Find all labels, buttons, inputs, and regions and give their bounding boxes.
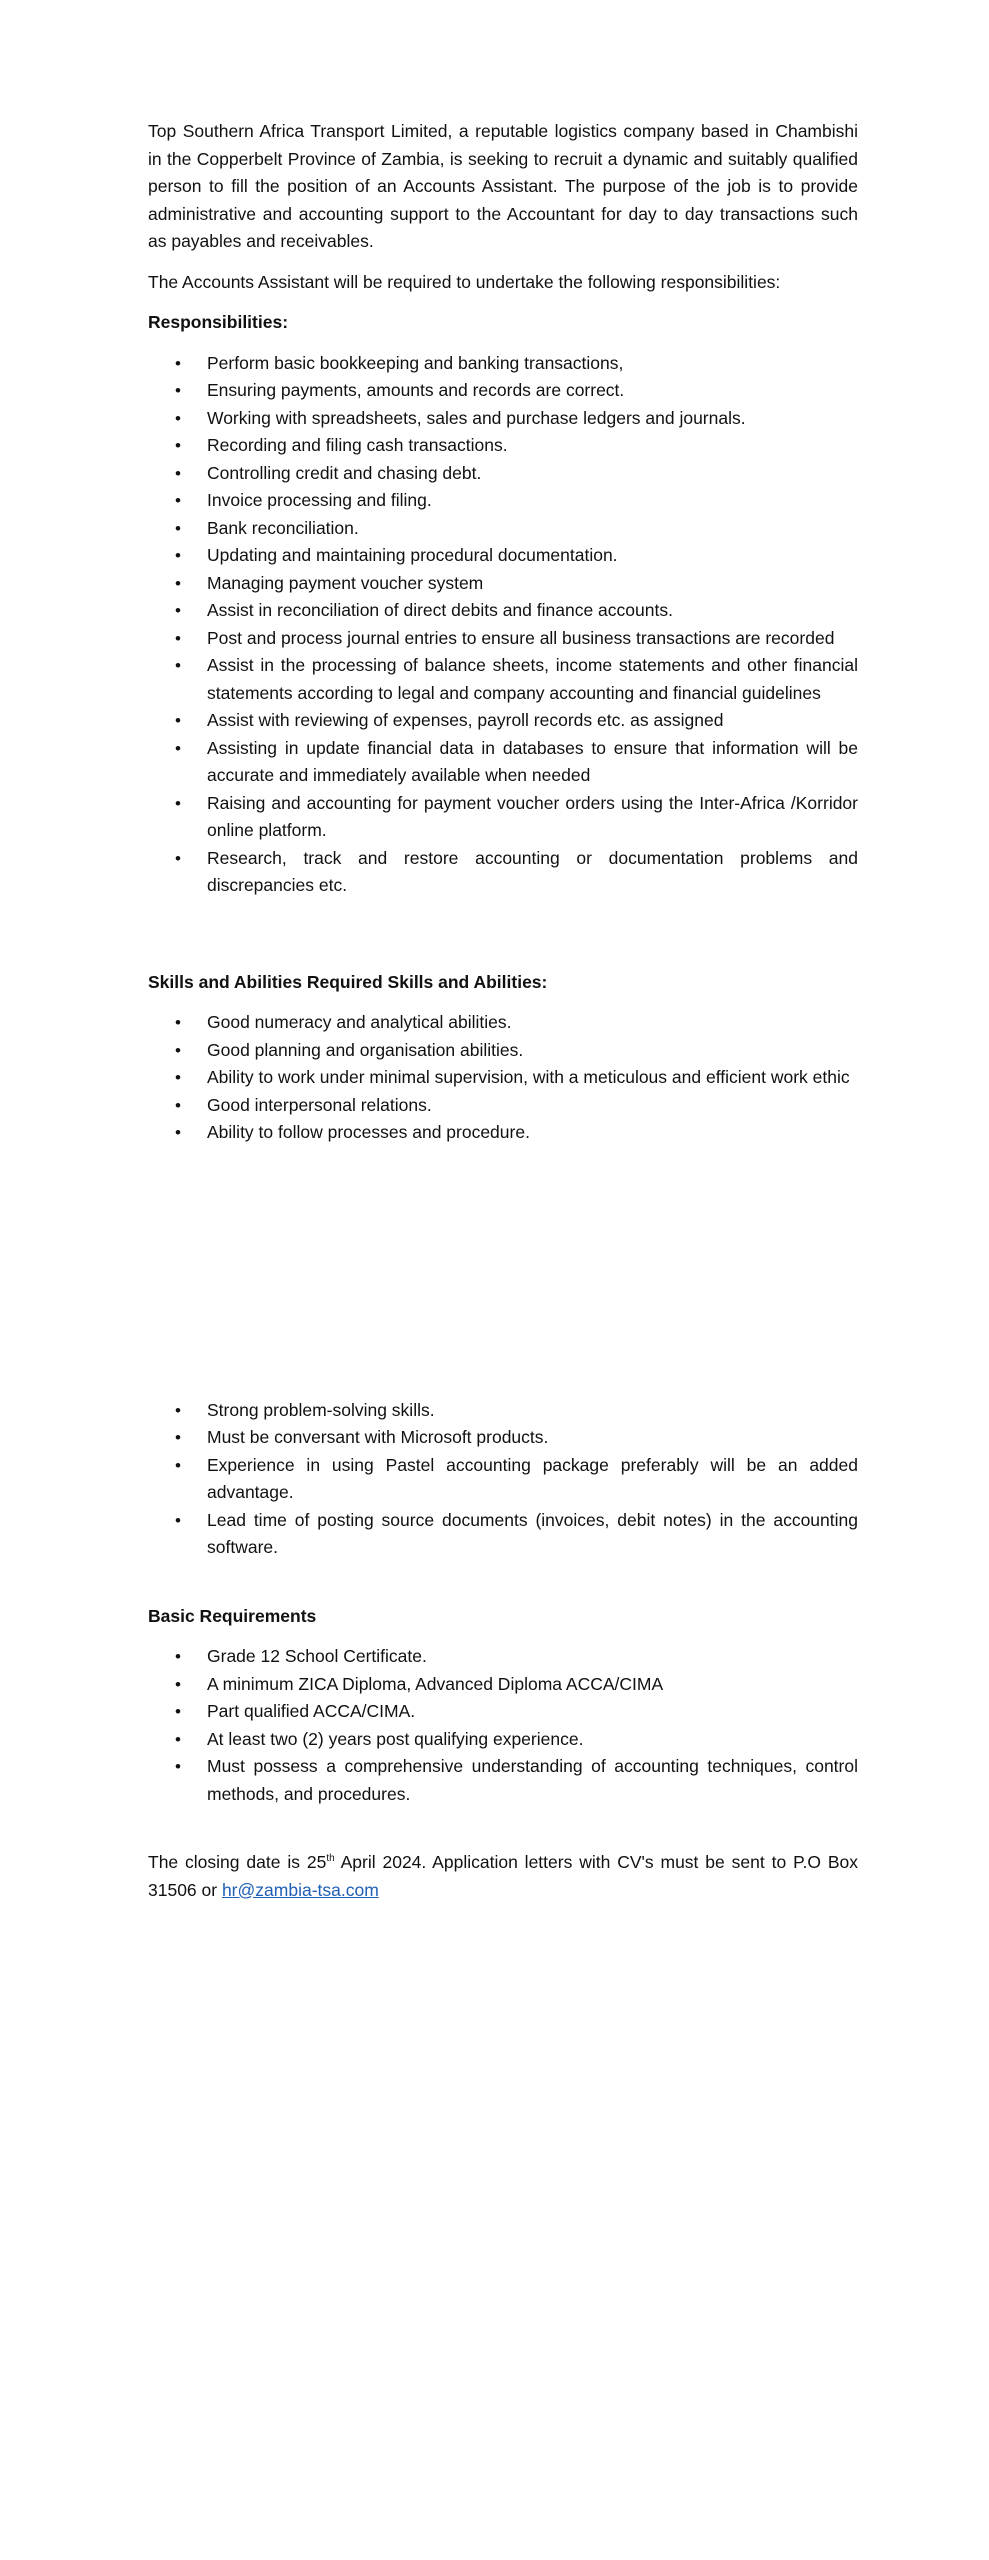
list-item-text: Good interpersonal relations. — [207, 1094, 432, 1115]
list-item — [148, 432, 858, 460]
bullet-icon: • — [175, 793, 181, 813]
bullet-icon: • — [175, 1702, 181, 1721]
list-item-text: A minimum ZICA Diploma, Advanced Diploma ACCA/CIMA — [207, 1673, 664, 1694]
list-item-text: Ability to follow processes and procedure. — [207, 1122, 530, 1142]
bullet-icon: • — [175, 1068, 181, 1087]
list-item — [148, 570, 858, 598]
list-item — [148, 1698, 858, 1726]
email-link[interactable]: hr@zambia-tsa.com — [221, 1879, 379, 1900]
list-item — [148, 1726, 858, 1754]
bullet-icon: • — [175, 1095, 181, 1115]
list-item — [148, 460, 858, 488]
list-item — [148, 1009, 858, 1037]
list-item — [148, 1037, 858, 1065]
requirements-heading: Basic Requirements — [148, 1605, 317, 1626]
list-item-text: Strong problem-solving skills. — [207, 1399, 435, 1420]
list-item-text: Recording and filing cash transactions. — [207, 435, 508, 455]
list-item — [148, 1643, 858, 1671]
list-item-text: Ensuring payments, amounts and records are correct. — [207, 380, 625, 400]
responsibilities-list — [148, 350, 858, 900]
list-item — [148, 1452, 858, 1507]
list-item-text: Research, track and restore accounting or documentation problems and discrepancies etc. — [207, 847, 858, 895]
list-item-text: Assist in reconciliation of direct debits and finance accounts. — [207, 600, 673, 620]
intro-paragraph: Top Southern Africa Transport Limited, a reputable logistics company based in Chambishi in the Copperbelt Province of Zambia, is seeking to recruit a dynamic and suitably qualified person to fill the position of an Accounts Assistant. The purpose of the job is to provide administrative and accounting support to the Accountant for day to day transactions such as payables and receivables. — [148, 121, 858, 251]
list-item — [148, 1064, 858, 1092]
bullet-icon: • — [175, 491, 181, 510]
list-item-text: Controlling credit and chasing debt. — [207, 462, 482, 483]
bullet-icon: • — [175, 628, 181, 648]
bullet-icon: • — [175, 1428, 181, 1447]
list-item — [148, 515, 858, 543]
bullet-icon: • — [175, 738, 181, 758]
list-item — [148, 1397, 858, 1425]
list-item-text: Experience in using Pastel accounting package preferably will be an added advantage. — [207, 1454, 858, 1502]
bullet-icon: • — [175, 848, 181, 868]
list-item-text: Working with spreadsheets, sales and purchase ledgers and journals. — [207, 407, 746, 428]
list-item — [148, 1671, 858, 1699]
responsibilities-heading: Responsibilities: — [148, 312, 289, 332]
bullet-icon: • — [175, 436, 181, 455]
lead-in-paragraph: The Accounts Assistant will be required to undertake the following responsibilities: — [148, 271, 781, 292]
list-item — [148, 1119, 858, 1147]
bullet-icon: • — [175, 518, 181, 538]
skills-heading: Skills and Abilities Required Skills and Abilities: — [148, 971, 548, 992]
bullet-icon: • — [175, 711, 181, 730]
list-item — [148, 1424, 858, 1452]
list-item-text: Assist in the processing of balance sheets, income statements and other financial statements according to legal and company accounting and financial guidelines — [207, 655, 858, 703]
list-item — [148, 625, 858, 653]
bullet-icon: • — [175, 1123, 181, 1142]
document-page — [148, 118, 858, 1904]
bullet-icon: • — [175, 381, 181, 400]
list-item — [148, 405, 858, 433]
list-item-text: Assist with reviewing of expenses, payroll records etc. as assigned — [207, 710, 724, 730]
bullet-icon: • — [175, 353, 181, 373]
list-item-text: Bank reconciliation. — [207, 517, 359, 538]
list-item — [148, 1753, 858, 1808]
bullet-icon: • — [175, 1455, 181, 1475]
bullet-icon: • — [175, 656, 181, 675]
bullet-icon: • — [175, 463, 181, 483]
list-item — [148, 707, 858, 735]
list-item-text: Post and process journal entries to ensure all business transactions are recorded — [207, 627, 835, 648]
list-item-text: Good planning and organisation abilities. — [207, 1039, 524, 1060]
bullet-icon: • — [175, 1674, 181, 1694]
list-item-text: Good numeracy and analytical abilities. — [207, 1012, 512, 1032]
list-item-text: Lead time of posting source documents (invoices, debit notes) in the accounting software. — [207, 1509, 858, 1557]
list-item-text: Managing payment voucher system — [207, 572, 484, 593]
list-item — [148, 790, 858, 845]
bullet-icon: • — [175, 1013, 181, 1032]
bullet-icon: • — [175, 1757, 181, 1776]
list-item — [148, 735, 858, 790]
skills-list-second — [148, 1397, 858, 1562]
bullet-icon: • — [175, 573, 181, 593]
list-item — [148, 377, 858, 405]
closing-superscript: th — [326, 1853, 335, 1865]
list-item — [148, 1507, 858, 1562]
list-item — [148, 542, 858, 570]
closing-text-before: The closing date is 25 — [148, 1852, 327, 1872]
list-item-text: Perform basic bookkeeping and banking transactions, — [207, 352, 624, 373]
list-item-text: Must be conversant with Microsoft products. — [207, 1427, 549, 1447]
list-item — [148, 487, 858, 515]
closing-text-after: April 2024. Application letters with CV's must be sent to P.O Box 31506 or — [148, 1852, 859, 1900]
list-item — [148, 597, 858, 625]
list-item-text: Updating and maintaining procedural documentation. — [207, 545, 618, 565]
list-item-text: Invoice processing and filing. — [207, 490, 432, 510]
bullet-icon: • — [175, 1729, 181, 1749]
list-item — [148, 845, 858, 900]
bullet-icon: • — [175, 1647, 181, 1666]
bullet-icon: • — [175, 546, 181, 565]
skills-list-first — [148, 1009, 858, 1147]
list-item — [148, 350, 858, 378]
bullet-icon: • — [175, 1510, 181, 1530]
list-item — [148, 652, 858, 707]
bullet-icon: • — [175, 408, 181, 428]
bullet-icon: • — [175, 1040, 181, 1060]
list-item-text: Raising and accounting for payment voucher orders using the Inter-Africa /Korridor online platform. — [207, 792, 858, 840]
list-item-text: Assisting in update financial data in databases to ensure that information will be accurate and immediately available when needed — [207, 737, 858, 785]
closing-paragraph — [148, 1849, 858, 1904]
requirements-list — [148, 1643, 858, 1808]
list-item-text: Ability to work under minimal supervision, with a meticulous and efficient work ethic — [207, 1067, 850, 1087]
list-item-text: At least two (2) years post qualifying experience. — [207, 1728, 584, 1749]
list-item-text: Grade 12 School Certificate. — [207, 1646, 427, 1666]
list-item-text: Must possess a comprehensive understanding of accounting techniques, control methods, and procedures. — [207, 1756, 858, 1804]
list-item-text: Part qualified ACCA/CIMA. — [207, 1701, 416, 1721]
list-item — [148, 1092, 858, 1120]
bullet-icon: • — [175, 1400, 181, 1420]
bullet-icon: • — [175, 601, 181, 620]
